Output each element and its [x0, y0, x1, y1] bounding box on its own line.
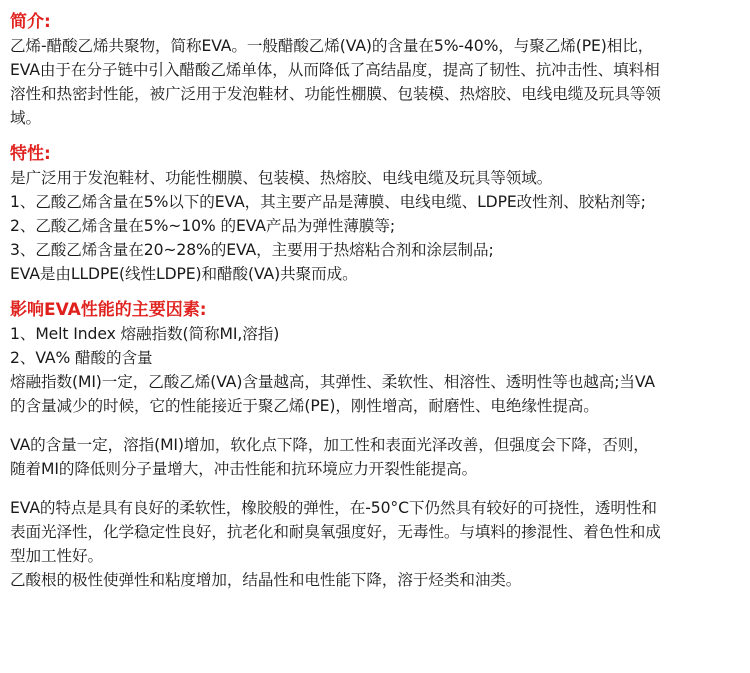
text-line: 表面光泽性，化学稳定性良好，抗老化和耐臭氧强度好，无毒性。与填料的掺混性、着色性和成 [10, 523, 661, 541]
text-line: 熔融指数(MI)一定，乙酸乙烯(VA)含量越高，其弹性、柔软性、相溶性、透明性等也越高;当VA [10, 373, 655, 391]
text-line: 是广泛用于发泡鞋材、功能性棚膜、包装模、热熔胶、电线电缆及玩具等领域。 [10, 169, 553, 187]
text-line: EVA的特点是具有良好的柔软性，橡胶般的弹性，在-50°C下仍然具有较好的可挠性，透明性和 [10, 499, 657, 517]
text-line: 型加工性好。 [10, 547, 103, 565]
text-line: 域。 [10, 109, 41, 127]
intro-paragraph [10, 34, 745, 130]
text-line: EVA是由LLDPE(线性LDPE)和醋酸(VA)共聚而成。 [10, 265, 358, 283]
document [10, 0, 745, 592]
features-paragraph [10, 166, 745, 286]
text-line: 乙烯-醋酸乙烯共聚物，简称EVA。一般醋酸乙烯(VA)的含量在5%-40%，与聚乙烯(PE)相比， [10, 37, 654, 55]
text-line: 2、VA% 醋酸的含量 [10, 349, 153, 367]
text-line: 1、Melt Index 熔融指数(简称MI,溶指) [10, 325, 280, 343]
text-line: 的含量减少的时候，它的性能接近于聚乙烯(PE)，刚性增高，耐磨性、电绝缘性提高。 [10, 397, 599, 415]
text-line: 3、乙酸乙烯含量在20~28%的EVA，主要用于热熔粘合剂和涂层制品; [10, 241, 494, 259]
text-line: 乙酸根的极性使弹性和粘度增加，结晶性和电性能下降，溶于烃类和油类。 [10, 571, 522, 589]
text-line: EVA由于在分子链中引入醋酸乙烯单体，从而降低了高结晶度，提高了韧性、抗冲击性、填料相 [10, 61, 660, 79]
factors-paragraph-2 [10, 433, 745, 481]
text-line: 2、乙酸乙烯含量在5%~10% 的EVA产品为弹性薄膜等; [10, 217, 395, 235]
factors-heading: 影响EVA性能的主要因素: [10, 300, 207, 320]
text-line: 溶性和热密封性能，被广泛用于发泡鞋材、功能性棚膜、包装模、热熔胶、电线电缆及玩具等领 [10, 85, 661, 103]
intro-heading: 简介: [10, 12, 51, 32]
text-line: 随着MI的降低则分子量增大，冲击性能和抗环境应力开裂性能提高。 [10, 460, 478, 478]
features-heading: 特性: [10, 144, 51, 164]
text-line: 1、乙酸乙烯含量在5%以下的EVA，其主要产品是薄膜、电线电缆、LDPE改性剂、胶粘剂等; [10, 193, 646, 211]
factors-paragraph-3 [10, 496, 745, 592]
text-line: VA的含量一定，溶指(MI)增加，软化点下降，加工性和表面光泽改善，但强度会下降，否则， [10, 436, 649, 454]
factors-paragraph [10, 322, 745, 418]
